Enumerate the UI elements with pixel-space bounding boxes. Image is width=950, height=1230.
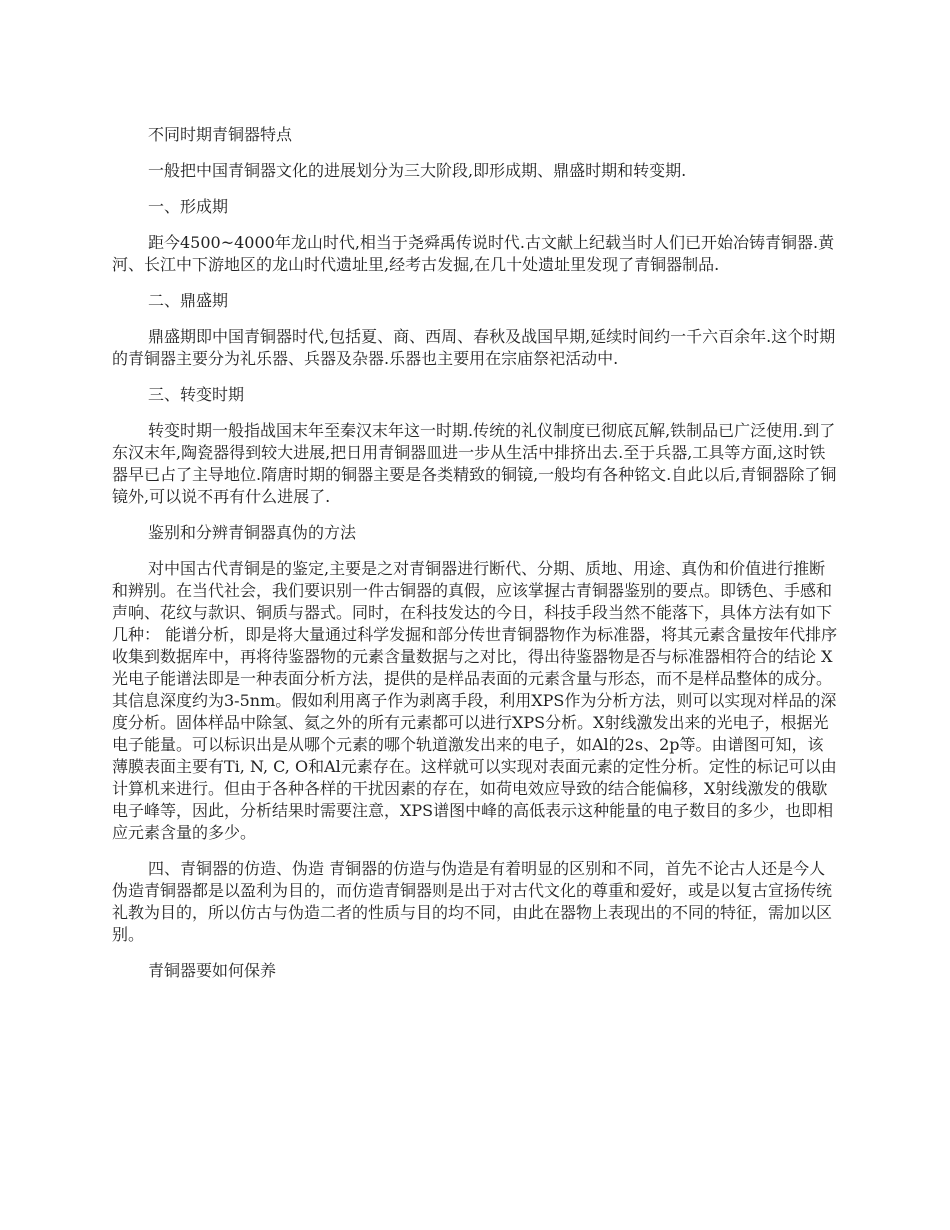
section-body-imitation-forgery: 四、青铜器的仿造、伪造 青铜器的仿造与伪造是有着明显的区别和不同，首先不论古人还是今人伪造青铜器都是以盈利为目的，而仿造青铜器则是出于对古代文化的尊重和爱好，或是以复古宣扬传统礼教为目的，所以仿古与伪造二者的性质与目的均不同，由此在器物上表现出的不同的特征，需加以区别。 (112, 859, 833, 944)
section-body-transition: 转变时期一般指战国末年至秦汉末年这一时期.传统的礼仪制度已彻底瓦解,铁制品已广泛使用.到了东汉末年,陶瓷器得到较大进展,把日用青铜器皿进一步从生活中排挤出去.至于兵器,工具等方面,这时铁器早已占了主导地位.隋唐时期的铜器主要是各类精致的铜镜,一般均有各种铭文.自此以后,青铜器除了铜镜外,可以说不再有什么进展了. (112, 421, 837, 506)
section-heading-authentication: 鉴别和分辨青铜器真伪的方法 (148, 523, 357, 542)
section-body-peak: 鼎盛期即中国青铜器时代,包括夏、商、西周、春秋及战国早期,延续时间约一千六百余年.这个时期的青铜器主要分为礼乐器、兵器及杂器.乐器也主要用在宗庙祭祀活动中. (112, 327, 836, 368)
document-title: 不同时期青铜器特点 (148, 125, 293, 144)
intro-paragraph: 一般把中国青铜器文化的进展划分为三大阶段,即形成期、鼎盛时期和转变期. (148, 161, 687, 180)
document-page (112, 124, 838, 996)
section-body-formation: 距今4500~4000年龙山时代,相当于尧舜禹传说时代.古文献上纪载当时人们已开始冶铸青铜器.黄河、长江中下游地区的龙山时代遗址里,经考古发掘,在几十处遗址里发现了青铜器制品. (112, 233, 835, 274)
section-heading-transition: 三、转变时期 (148, 385, 245, 404)
section-heading-formation: 一、形成期 (148, 197, 229, 216)
section-heading-peak: 二、鼎盛期 (148, 291, 229, 310)
section-body-authentication: 对中国古代青铜是的鉴定,主要是之对青铜器进行断代、分期、质地、用途、真伪和价值进行推断和辨别。在当代社会，我们要识别一件古铜器的真假，应该掌握古青铜器鉴别的要点。即锈色、手感和声响、花纹与款识、铜质与器式。同时，在科技发达的今日，科技手段当然不能落下，具体方法有如下几种： 能谱分析，即是将大量通过科学发掘和部分传世青铜器物作为标准器，将其元素含量按年代排序收集到数据库中，再将待鉴器物的元素含量数据与之对比，得出待鉴器物是否与标准器相符合的结论 X光电子能谱法即是一种表面分析方法，提供的是样品表面的元素含量与形态，而不是样品整体的成分。其信息深度约为3-5nm。假如利用离子作为剥离手段，利用XPS作为分析方法，则可以实现对样品的深度分析。固体样品中除氢、氦之外的所有元素都可以进行XPS分析。X射线激发出来的光电子，根据光电子能量。可以标识出是从哪个元素的哪个轨道激发出来的电子，如Al的2s、2p等。由谱图可知，该薄膜表面主要有Ti, N, C, O和Al元素存在。这样就可以实现对表面元素的定性分析。定性的标记可以由计算机来进行。但由于各种各样的干扰因素的存在，如荷电效应导致的结合能偏移，X射线激发的俄歇电子峰等，因此，分析结果时需要注意，XPS谱图中峰的高低表示这种能量的电子数目的多少，也即相应元素含量的多少。 (112, 559, 838, 842)
section-heading-maintenance: 青铜器要如何保养 (148, 961, 277, 980)
